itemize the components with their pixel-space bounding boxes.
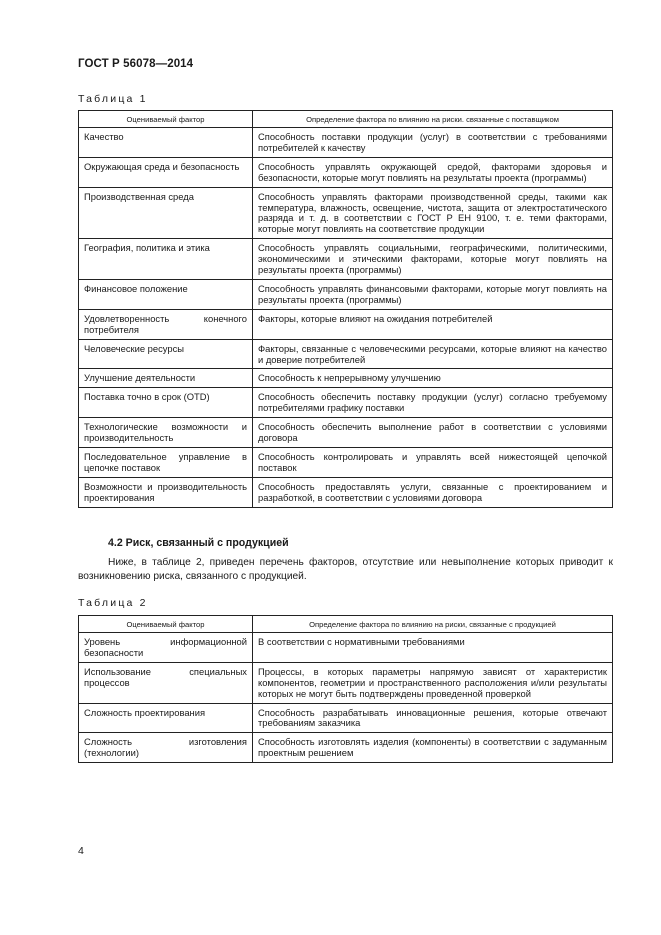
- table-row: [79, 279, 613, 309]
- table-row: [79, 447, 613, 477]
- table2-caption: Таблица 2: [78, 597, 148, 609]
- factor-cell: Уровень информационной безопасности: [79, 633, 253, 663]
- definition-cell: В соответствии с нормативными требованиями: [253, 633, 613, 663]
- factor-cell: География, политика и этика: [79, 239, 253, 280]
- table-row: [79, 187, 613, 239]
- factor-cell: Человеческие ресурсы: [79, 339, 253, 369]
- document-code: ГОСТ Р 56078—2014: [78, 58, 194, 70]
- definition-cell: Факторы, связанные с человеческими ресурсами, которые влияют на качество и доверие потребителей: [253, 339, 613, 369]
- factor-cell: Удовлетворенность конечного потребителя: [79, 309, 253, 339]
- table-row: [79, 733, 613, 763]
- definition-cell: Способность изготовлять изделия (компоненты) в соответствии с задуманным проектным решением: [253, 733, 613, 763]
- factor-cell: Поставка точно в срок (OTD): [79, 388, 253, 418]
- definition-cell: Способность управлять финансовыми факторами, которые могут повлиять на результаты проекта (программы): [253, 279, 613, 309]
- table1-col-factor: Оцениваемый фактор: [79, 111, 253, 128]
- table-row: [79, 239, 613, 280]
- table2-col-definition: Определение фактора по влиянию на риски, связанные с продукцией: [253, 616, 613, 633]
- table1-col-definition: Определение фактора по влиянию на риски. связанные с поставщиком: [253, 111, 613, 128]
- factor-cell: Улучшение деятельности: [79, 369, 253, 388]
- table-row: [79, 703, 613, 733]
- definition-cell: Способность к непрерывному улучшению: [253, 369, 613, 388]
- table2-header-row: [79, 616, 613, 633]
- definition-cell: Способность обеспечить поставку продукции (услуг) согласно требуемому потребителями графику поставки: [253, 388, 613, 418]
- table1: [78, 110, 613, 508]
- definition-cell: Способность обеспечить выполнение работ в соответствии с условиями договора: [253, 418, 613, 448]
- definition-cell: Способность управлять окружающей средой, факторами здоровья и безопасности, которые могут повлиять на результаты проекта (программы): [253, 157, 613, 187]
- factor-cell: Сложность изготовления (технологии): [79, 733, 253, 763]
- factor-cell: Сложность проектирования: [79, 703, 253, 733]
- definition-cell: Способность поставки продукции (услуг) в соответствии с требованиями потребителей к качеству: [253, 128, 613, 158]
- definition-cell: Способность управлять факторами производственной среды, такими как температура, влажность, освещение, чистота, защита от электростатического разряда и т. д. в соответствии с ГОСТ Р ЕН 9100, т. е. теми факторами, которые могут повлиять на соответствие продукции: [253, 187, 613, 239]
- definition-cell: Способность предоставлять услуги, связанные с проектированием и разработкой, в соответствии с условиями договора: [253, 477, 613, 507]
- factor-cell: Возможности и производительность проектирования: [79, 477, 253, 507]
- factor-cell: Технологические возможности и производительность: [79, 418, 253, 448]
- definition-cell: Способность контролировать и управлять всей нижестоящей цепочкой поставок: [253, 447, 613, 477]
- definition-cell: Факторы, которые влияют на ожидания потребителей: [253, 309, 613, 339]
- table-row: [79, 633, 613, 663]
- table2-col-factor: Оцениваемый фактор: [79, 616, 253, 633]
- table-row: [79, 418, 613, 448]
- table2: [78, 615, 613, 763]
- table-row: [79, 369, 613, 388]
- definition-cell: Способность разрабатывать инновационные решения, которые отвечают требованиям заказчика: [253, 703, 613, 733]
- section-heading: 4.2 Риск, связанный с продукцией: [108, 537, 289, 549]
- section-paragraph: Ниже, в таблице 2, приведен перечень факторов, отсутствие или невыполнение которых приводит к возникновению риска, связанного с продукцией.: [78, 557, 613, 582]
- page-number: 4: [78, 845, 84, 857]
- table-row: [79, 157, 613, 187]
- factor-cell: Финансовое положение: [79, 279, 253, 309]
- table1-header-row: [79, 111, 613, 128]
- factor-cell: Окружающая среда и безопасность: [79, 157, 253, 187]
- table-row: [79, 128, 613, 158]
- table-row: [79, 388, 613, 418]
- table-row: [79, 339, 613, 369]
- table1-caption: Таблица 1: [78, 93, 148, 105]
- table-row: [79, 309, 613, 339]
- definition-cell: Способность управлять социальными, географическими, политическими, экономическими и этическими факторами, которые могут повлиять на результаты проекта (программы): [253, 239, 613, 280]
- definition-cell: Процессы, в которых параметры напрямую зависят от характеристик компонентов, геометрии и пространственного расположения и/или результаты которых не могут быть подтверждены проведенной проверкой: [253, 662, 613, 703]
- factor-cell: Качество: [79, 128, 253, 158]
- factor-cell: Последовательное управление в цепочке поставок: [79, 447, 253, 477]
- factor-cell: Производственная среда: [79, 187, 253, 239]
- factor-cell: Использование специальных процессов: [79, 662, 253, 703]
- table-row: [79, 662, 613, 703]
- table-row: [79, 477, 613, 507]
